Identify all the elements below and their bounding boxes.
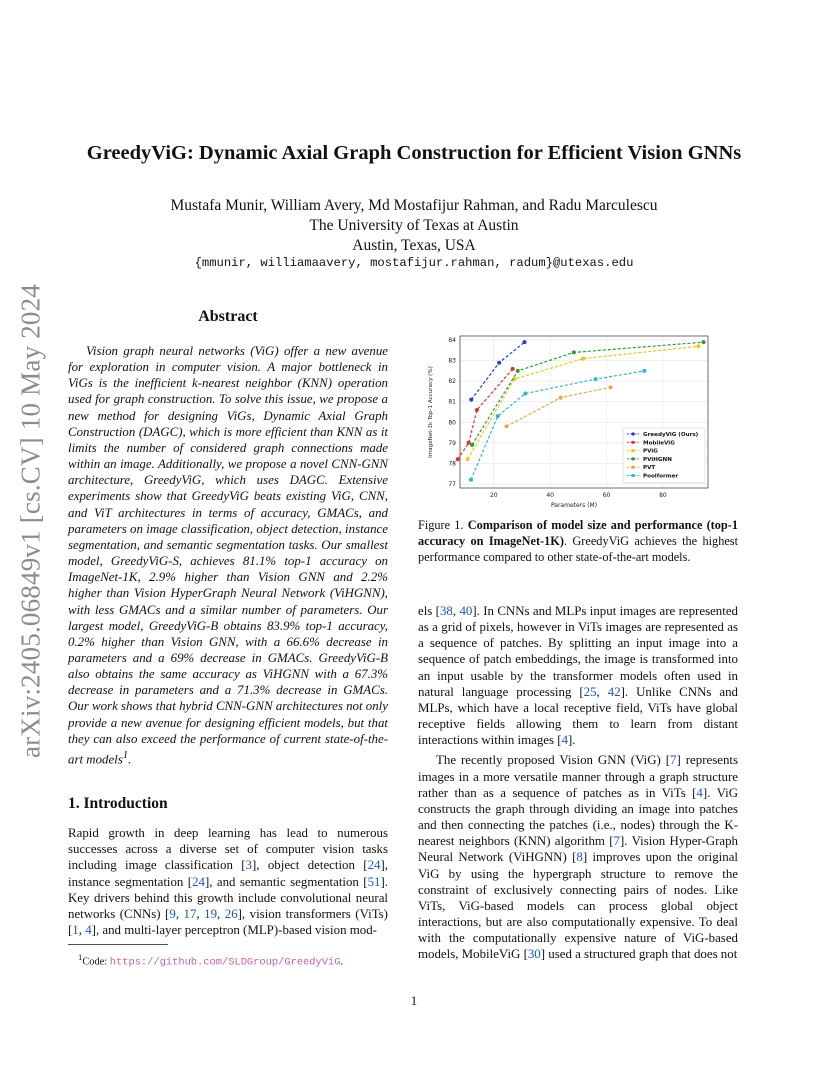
- legend-swatch-marker: [631, 457, 634, 460]
- figure-1-chart: [418, 330, 720, 510]
- citation[interactable]: 1: [72, 923, 79, 938]
- data-point: [594, 377, 598, 381]
- caption-rest: . GreedyViG achieves the highest performance compared to other state-of-the-art models.: [418, 533, 739, 564]
- legend-label: PVT: [643, 465, 656, 472]
- legend-swatch-marker: [631, 474, 634, 477]
- author-block: [0, 196, 828, 256]
- data-point: [469, 398, 473, 402]
- citation[interactable]: 9: [169, 907, 176, 922]
- abstract-text: Vision graph neural networks (ViG) offer a new avenue for exploration in computer vision. A major bottleneck in ViGs is the inefficient k-nearest neighbor (KNN) operation used for graph construction. To solve this issue, we propose a new method for designing ViGs, Dynamic Axial Graph Construction (DAGC), which is more efficient than KNN as it limits the number of considered graph connections made within an image. Additionally, we propose a novel CNN-GNN architecture, GreedyViG, which uses DAGC. Extensive experiments show that GreedyViG beats existing ViG, CNN, and ViT architectures in terms of accuracy, GMACs, and parameters on image classification, object detection, instance segmentation, and semantic segmentation tasks. Our smallest model, GreedyViG-S, achieves 81.1% top-1 accuracy on ImageNet-1K, 2.9% higher than Vision GNN and 2.2% higher than Vision HyperGraph Neural Network (ViHGNN), with less GMACs and a similar number of parameters. Our largest model, GreedyViG-B obtains 83.9% top-1 accuracy, 0.2% higher than Vision GNN, with a 66.6% decrease in parameters and a 69% decrease in GMACs. GreedyViG-B also obtains the same accuracy as ViHGNN with a 67.3% decrease in parameters and a 71.3% decrease in GMACs. Our work shows that hybrid CNN-GNN architectures not only provide a new avenue for designing efficient models, but that they can also exceed the performance of current state-of-the-art models: [68, 344, 388, 767]
- caption-label: Figure 1.: [418, 518, 464, 532]
- data-point: [559, 396, 563, 400]
- citation[interactable]: 24: [367, 858, 381, 873]
- citation[interactable]: 25: [583, 684, 597, 699]
- data-point: [511, 367, 515, 371]
- legend-swatch-marker: [631, 449, 634, 452]
- citation[interactable]: 30: [527, 947, 541, 962]
- legend-label: PViG: [643, 448, 658, 455]
- citation[interactable]: 7: [670, 753, 677, 768]
- citation[interactable]: 7: [613, 834, 620, 849]
- footnote-rule: [68, 944, 168, 945]
- citation[interactable]: 8: [576, 850, 583, 865]
- footnote-label: Code:: [82, 956, 110, 968]
- citation[interactable]: 51: [367, 874, 381, 889]
- x-axis-label: Parameters (M): [550, 502, 598, 509]
- location: Austin, Texas, USA: [352, 237, 476, 254]
- arxiv-stamp: [14, 268, 48, 773]
- legend-label: MobileViG: [643, 440, 675, 447]
- abstract: [68, 343, 388, 767]
- citation[interactable]: 4: [561, 733, 569, 748]
- abstract-title: Abstract: [198, 308, 258, 325]
- data-point: [496, 414, 500, 418]
- data-point: [701, 340, 705, 344]
- data-point: [608, 385, 612, 389]
- page-number: 1: [410, 993, 418, 1008]
- x-tick-label: 80: [659, 492, 667, 499]
- paragraph: els [38, 40]. In CNNs and MLPs input images are represented as a grid of pixels, however in ViTs images are represented as a sequence of patches. By splitting an input image into a sequence of patch embeddings, the image is transformed into an input usable by the transformer models often used in natural language processing [25, 42]. Unlike CNNs and MLPs, which have a local receptive field, ViTs have global receptive fields allowing them to learn from distant interactions within images [4].: [418, 604, 739, 748]
- footnote-number: 1: [78, 952, 83, 962]
- citation[interactable]: 24: [192, 874, 205, 889]
- y-tick-label: 83: [448, 357, 456, 365]
- data-point: [581, 357, 585, 361]
- y-tick-label: 81: [448, 398, 456, 406]
- y-tick-label: 80: [448, 419, 456, 427]
- paragraph: The recently proposed Vision GNN (ViG) [7] represents images in a more versatile manner through a graph structure rather than as a sequence of patches as in ViTs [4]. ViG constructs the graph through dividing an image into patches and then connecting the patches (i.e., nodes) through the K-nearest neighbors (KNN) algorithm [7]. Vision Hyper-Graph Neural Network (ViHGNN) [8] improves upon the original ViG by using the hypergraph structure to remove the constraint of exclusively connecting pairs of nodes. Like ViTs, ViG-based models can process global object interactions, but are also computationally expensive. To deal with the computationally expensive nature of ViG-based models, MobileViG [30] used a structured graph that does not: [418, 753, 738, 962]
- y-tick-label: 82: [448, 378, 456, 386]
- x-tick-label: 40: [546, 492, 555, 499]
- citation[interactable]: 3: [245, 858, 252, 873]
- data-point: [696, 344, 700, 348]
- right-column-text: [418, 603, 738, 962]
- citation[interactable]: 26: [224, 907, 238, 922]
- legend-swatch-marker: [631, 441, 634, 444]
- citation[interactable]: 42: [607, 684, 621, 699]
- data-point: [523, 340, 527, 344]
- citation[interactable]: 38: [439, 604, 453, 618]
- legend-swatch-marker: [631, 432, 634, 435]
- footnote-mark: 1: [122, 748, 129, 761]
- legend-label: PViHGNN: [643, 456, 672, 463]
- code-link[interactable]: https://github.com/SLDGroup/GreedyViG: [109, 956, 341, 969]
- y-tick-label: 78: [448, 460, 456, 468]
- section-title: 1. Introduction: [68, 795, 168, 812]
- data-point: [475, 408, 479, 412]
- caption-bold: Comparison of model size and performance (top-1 accuracy on ImageNet-1K): [418, 518, 739, 548]
- citation[interactable]: 19: [204, 907, 218, 922]
- y-tick-label: 84: [448, 337, 456, 345]
- series-line: [507, 387, 611, 426]
- data-point: [516, 369, 520, 373]
- x-tick-label: 20: [489, 492, 498, 499]
- y-tick-label: 79: [448, 439, 456, 447]
- figure-caption: [418, 518, 738, 565]
- emails: {mmunir, williamaavery, mostafijur.rahman, radum}@utexas.edu: [194, 256, 634, 270]
- authors: Mustafa Munir, William Avery, Md Mostafijur Rahman, and Radu Marculescu: [170, 197, 658, 214]
- legend-label: GreedyViG (Ours): [643, 432, 699, 438]
- data-point: [467, 441, 471, 445]
- arxiv-id: arXiv:2405.06849v1 [cs.CV] 10 May 2024: [15, 283, 46, 758]
- data-point: [456, 457, 460, 461]
- paper-title: GreedyViG: Dynamic Axial Graph Construction for Efficient Vision GNNs: [86, 142, 742, 164]
- affiliation: The University of Texas at Austin: [309, 217, 519, 234]
- data-point: [469, 478, 473, 482]
- data-point: [523, 392, 527, 396]
- citation[interactable]: 4: [696, 785, 703, 800]
- intro-paragraph: Rapid growth in deep learning has lead to numerous successes across a diverse set of computer vision tasks including image classification [3], object detection [24], instance segmentation [24], and semantic segmentation [51]. Key drivers behind this growth include convolutional neural networks (CNNs) [9, 17, 19, 26], vision transformers (ViTs) [1, 4], and multi-layer perceptron (MLP)-based vision mod-: [68, 826, 388, 938]
- abstract-end: .: [128, 752, 132, 767]
- x-tick-label: 60: [602, 492, 611, 499]
- data-point: [497, 361, 501, 365]
- y-axis-label: ImageNet-1k Top-1 Accuracy (%): [428, 366, 434, 458]
- legend-swatch-marker: [631, 466, 634, 469]
- citation[interactable]: 40: [459, 604, 473, 618]
- citation[interactable]: 17: [183, 907, 197, 922]
- footnote: $^1$Code: https://github.com/SLDGroup/GreedyViG.: [78, 952, 344, 969]
- data-point: [470, 443, 474, 447]
- y-tick-label: 77: [448, 480, 456, 488]
- legend-label: Poolformer: [643, 473, 679, 480]
- citation[interactable]: 4: [85, 923, 92, 938]
- data-point: [505, 424, 509, 428]
- data-point: [572, 350, 576, 354]
- data-point: [466, 457, 470, 461]
- data-point: [642, 369, 646, 373]
